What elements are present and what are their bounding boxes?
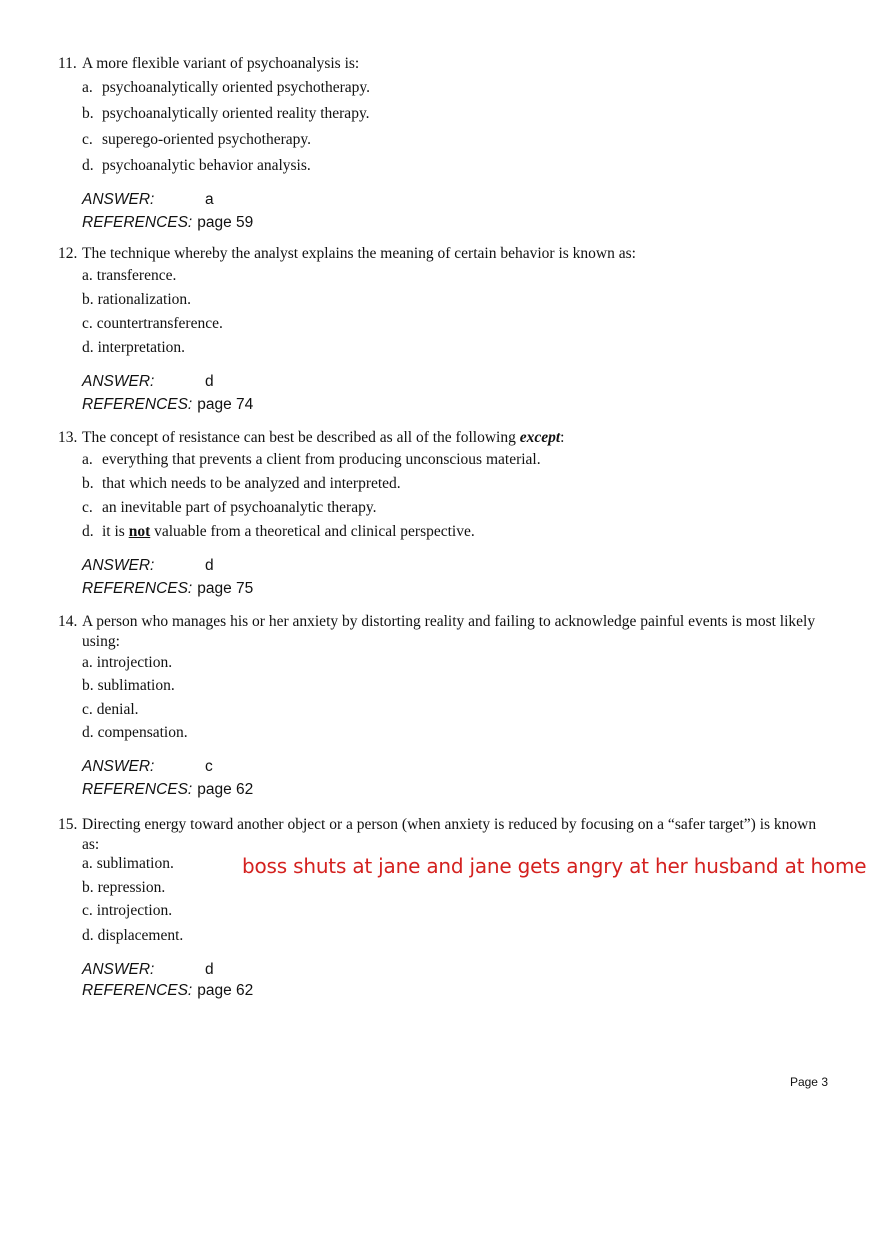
answer-value: a xyxy=(205,191,214,208)
option-b: b. that which needs to be analyzed and interpreted. xyxy=(82,475,401,492)
option-c: c. introjection. xyxy=(82,902,173,919)
emphasis-except: except xyxy=(519,429,561,446)
references-line: REFERENCES: page 59 xyxy=(82,214,254,231)
page-number: Page 3 xyxy=(789,1075,828,1089)
question-number: 13. xyxy=(58,429,78,446)
question-text: The technique whereby the analyst explains the meaning of certain behavior is known as: xyxy=(82,245,636,262)
question-stem xyxy=(58,612,828,652)
emphasis-not: not xyxy=(128,523,151,540)
references-value: page 75 xyxy=(197,580,254,597)
answer-value: c xyxy=(205,758,213,775)
references-value: page 59 xyxy=(197,214,254,231)
question-text: The concept of resistance can best be described as all of the following except: xyxy=(82,429,565,446)
question-11 xyxy=(58,54,828,231)
answer-value: d xyxy=(205,557,214,574)
references-value: page 62 xyxy=(197,982,254,999)
answer-line: ANSWER: d xyxy=(82,961,214,978)
references-line: REFERENCES: page 62 xyxy=(82,781,254,798)
handwritten-annotation: boss shuts at jane and jane gets angry at her husband at home xyxy=(242,854,867,878)
question-stem xyxy=(58,244,828,264)
option-d: d. it is not valuable from a theoretical and clinical perspective. xyxy=(82,523,475,540)
option-b: b. rationalization. xyxy=(82,291,192,308)
question-stem xyxy=(58,815,828,855)
option-a: a. everything that prevents a client from producing unconscious material. xyxy=(82,451,541,468)
option-c: c. countertransference. xyxy=(82,315,223,332)
question-text: A person who manages his or her anxiety by distorting reality and failing to acknowledge painful events is most likely using: xyxy=(82,613,816,650)
references-line: REFERENCES: page 62 xyxy=(82,982,254,999)
question-number: 14. xyxy=(58,613,78,630)
option-a: a. sublimation. xyxy=(82,855,174,872)
option-d: d. interpretation. xyxy=(82,339,185,356)
answer-value: d xyxy=(205,373,214,390)
option-d: d. displacement. xyxy=(82,927,184,944)
question-stem xyxy=(58,428,828,448)
references-line: REFERENCES: page 75 xyxy=(82,580,254,597)
option-b: b. sublimation. xyxy=(82,677,175,694)
answer-line: ANSWER: d xyxy=(82,557,214,574)
question-number: 15. xyxy=(58,816,78,833)
option-a: a. transference. xyxy=(82,267,177,284)
option-c: c. superego-oriented psychotherapy. xyxy=(82,131,312,148)
question-12 xyxy=(58,244,828,413)
option-d: d. psychoanalytic behavior analysis. xyxy=(82,157,311,174)
option-b: b. repression. xyxy=(82,879,166,896)
answer-line: ANSWER: a xyxy=(82,191,214,208)
question-number: 12. xyxy=(58,245,78,262)
question-text: A more flexible variant of psychoanalysis is: xyxy=(82,55,360,72)
option-c: c. denial. xyxy=(82,701,139,718)
question-13 xyxy=(58,428,828,597)
question-stem xyxy=(58,54,828,74)
question-text: Directing energy toward another object or a person (when anxiety is reduced by focusing on a “safer target”) is known as: xyxy=(82,816,817,853)
answer-line: ANSWER: c xyxy=(82,758,213,775)
references-value: page 74 xyxy=(197,396,254,413)
option-b: b. psychoanalytically oriented reality therapy. xyxy=(82,105,370,122)
question-number: 11. xyxy=(58,55,77,72)
references-value: page 62 xyxy=(197,781,254,798)
option-c: c. an inevitable part of psychoanalytic therapy. xyxy=(82,499,377,516)
answer-value: d xyxy=(205,961,214,978)
option-a: a. psychoanalytically oriented psychotherapy. xyxy=(82,79,371,96)
references-line: REFERENCES: page 74 xyxy=(82,396,254,413)
question-14 xyxy=(58,612,828,798)
option-a: a. introjection. xyxy=(82,654,173,671)
answer-line: ANSWER: d xyxy=(82,373,214,390)
option-d: d. compensation. xyxy=(82,724,188,741)
